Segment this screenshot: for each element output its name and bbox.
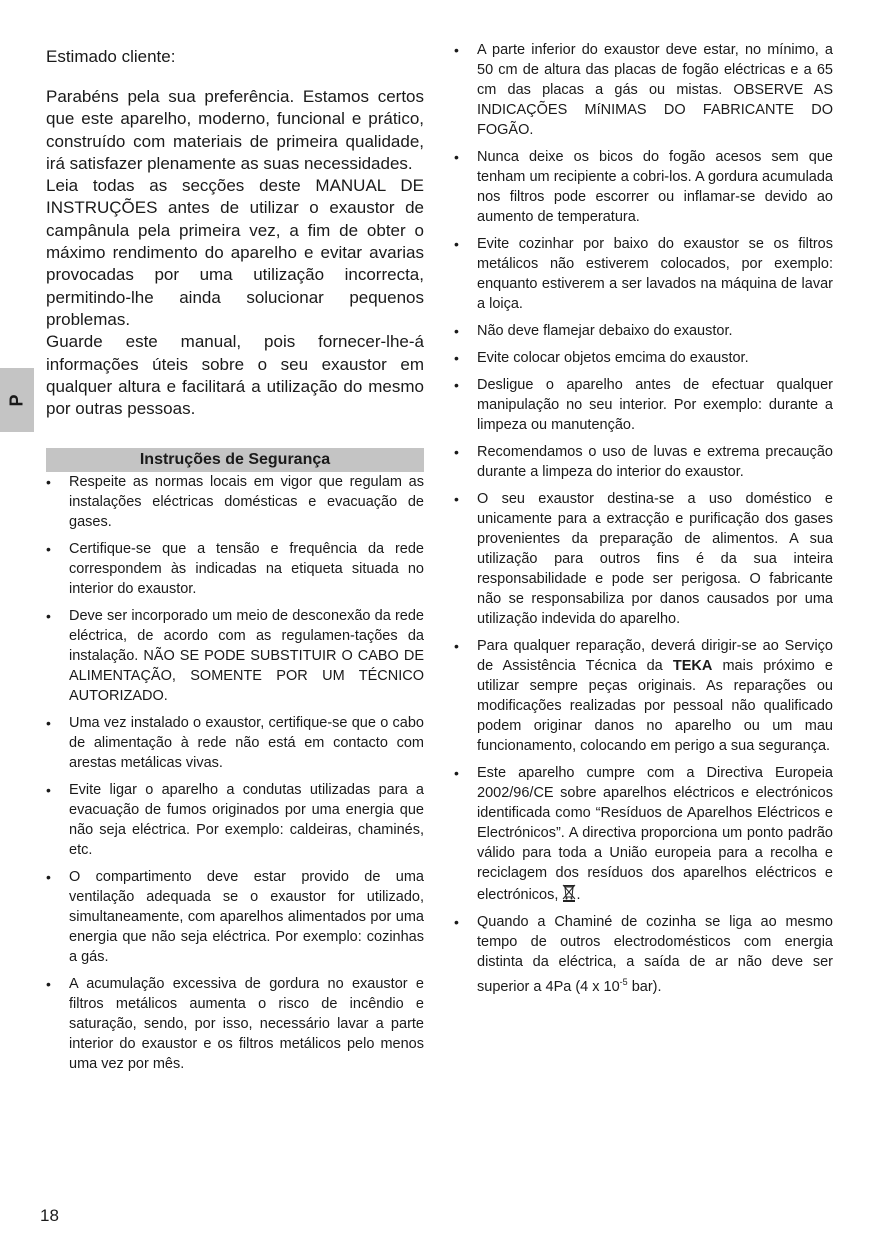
crossed-bin-icon — [562, 883, 576, 902]
list-item: • Evite colocar objetos emcima do exaustor. — [454, 348, 833, 368]
list-item: • Respeite as normas locais em vigor que regulam as instalações eléctricas domésticas e evacuação de gases. — [46, 472, 424, 532]
list-item: • O compartimento deve estar provido de uma ventilação adequada se o exaustor for utilizado, simultaneamente, com aparelhos alimentados por uma energia que não seja eléctrica. Por exemplo: cozinhas a gás. — [46, 867, 424, 967]
language-tab — [0, 368, 34, 432]
list-item: • Desligue o aparelho antes de efectuar qualquer manipulação no seu interior. Por exemplo: durante a limpeza ou manutenção. — [454, 375, 833, 435]
pressure-text-before: Quando a Chaminé de cozinha se liga ao mesmo tempo de outros electrodomésticos com energia distinta da eléctrica, a saída de ar não deve ser superior a 4Pa (4 x 10 — [477, 914, 833, 995]
list-item-directive — [454, 763, 833, 905]
directive-text: Este aparelho cumpre com a Directiva Europeia 2002/96/CE sobre aparelhos eléctricos e electrónicos identificada como “Resíduos de Aparelhos Eléctricos e Electrónicos”. A directiva proporciona um ponto padrão válido para toda a União europeia para a recolha e reciclagem dos resíduos dos aparelhos eléctricos e electrónicos, — [477, 765, 833, 903]
brand-name: TEKA — [672, 658, 713, 674]
greeting: Estimado cliente: — [46, 47, 176, 66]
section-header — [46, 448, 424, 472]
list-item: • Evite ligar o aparelho a condutas utilizadas para a evacuação de fumos originados por uma energia que não seja eléctrica. Por exemplo: caldeiras, chaminés, etc. — [46, 780, 424, 860]
section-title: Instruções de Segurança — [139, 451, 331, 469]
list-item: • Deve ser incorporado um meio de desconexão da rede eléctrica, de acordo com as regulamen-tações da instalação. NÃO SE PODE SUBSTITUIR O CABO DE ALIMENTAÇÃO, SOMENTE POR UM TÉCNICO AUTORIZADO. — [46, 606, 424, 706]
list-item: • Nunca deixe os bicos do fogão acesos sem que tenham um recipiente a cobri-los. A gordura acumulada nos filtros pode escorrer ou inflamar-se devido ao aumento de temperatura. — [454, 147, 833, 227]
intro-paragraph: Guarde este manual, pois fornecer-lhe-á informações úteis sobre o seu exaustor em qualquer altura e facilitará a utilização do mesmo por outras pessoas. — [46, 332, 424, 419]
list-item: • Não deve flamejar debaixo do exaustor. — [454, 321, 833, 341]
intro-text — [46, 86, 424, 420]
pressure-exponent: -5 — [619, 977, 628, 987]
intro-paragraph: Leia todas as secções deste MANUAL DE INSTRUÇÕES antes de utilizar o exaustor de campânula pela primeira vez, a fim de obter o máximo rendimento do aparelho e evitar avarias provocadas por uma utilização incorrecta, permitindo-lhe ainda solucionar pequenos problemas. — [46, 176, 424, 329]
right-column — [454, 40, 833, 1004]
list-item: • A acumulação excessiva de gordura no exaustor e filtros metálicos aumenta o risco de incêndio e saturação, sendo, por isso, necessário lavar a parte interior do exaustor e os filtros metálicos pelo menos uma vez por mês. — [46, 974, 424, 1074]
repair-text-before: Para qualquer reparação, deverá dirigir-se ao Serviço de Assistência Técnica da — [477, 638, 833, 674]
intro-paragraph: Parabéns pela sua preferência. Estamos certos que este aparelho, moderno, funcional e prático, construído com materiais de primeira qualidade, irá satisfazer plenamente as suas necessidades. — [46, 87, 424, 173]
list-item: • A parte inferior do exaustor deve estar, no mínimo, a 50 cm de altura das placas de fogão eléctricas e a 65 cm das placas a gás ou mistas. OBSERVE AS INDICAÇÕES MíNIMAS DO FABRICANTE DO FOGÃO. — [454, 40, 833, 140]
page-number: 18 — [40, 1206, 59, 1225]
list-item: • Evite cozinhar por baixo do exaustor se os filtros metálicos não estiverem colocados, por exemplo: enquanto estiverem a ser lavados na máquina de lavar a loiça. — [454, 234, 833, 314]
list-item: • Recomendamos o uso de luvas e extrema precaução durante a limpeza do interior do exaustor. — [454, 442, 833, 482]
safety-list-right — [454, 40, 833, 997]
pressure-text-after: bar). — [627, 979, 662, 995]
list-item: • Certifique-se que a tensão e frequência da rede correspondem às indicadas na etiqueta situada no interior do exaustor. — [46, 539, 424, 599]
list-item-repair — [454, 636, 833, 756]
language-tab-label: P — [6, 393, 27, 407]
repair-text-after: mais próximo e utilizar sempre peças originais. As reparações ou modificações realizadas por pessoal não qualificado podem originar danos no aparelho ou um mau funcionamento, colocando em perigo a sua segurança. — [477, 658, 834, 754]
left-column — [46, 46, 424, 1081]
directive-end: . — [576, 887, 581, 903]
safety-list-left — [46, 472, 424, 1074]
list-item: • Uma vez instalado o exaustor, certifique-se que o cabo de alimentação à rede não está em contacto com arestas metálicas vivas. — [46, 713, 424, 773]
list-item: • O seu exaustor destina-se a uso doméstico e unicamente para a extracção e purificação dos gases provenientes da preparação de alimentos. A sua utilização para outros fins é da sua inteira responsabilidade e pode ser perigosa. O fabricante não se responsabiliza por danos causados por uma utilização indevida do aparelho. — [454, 489, 833, 629]
list-item-pressure — [454, 912, 833, 997]
